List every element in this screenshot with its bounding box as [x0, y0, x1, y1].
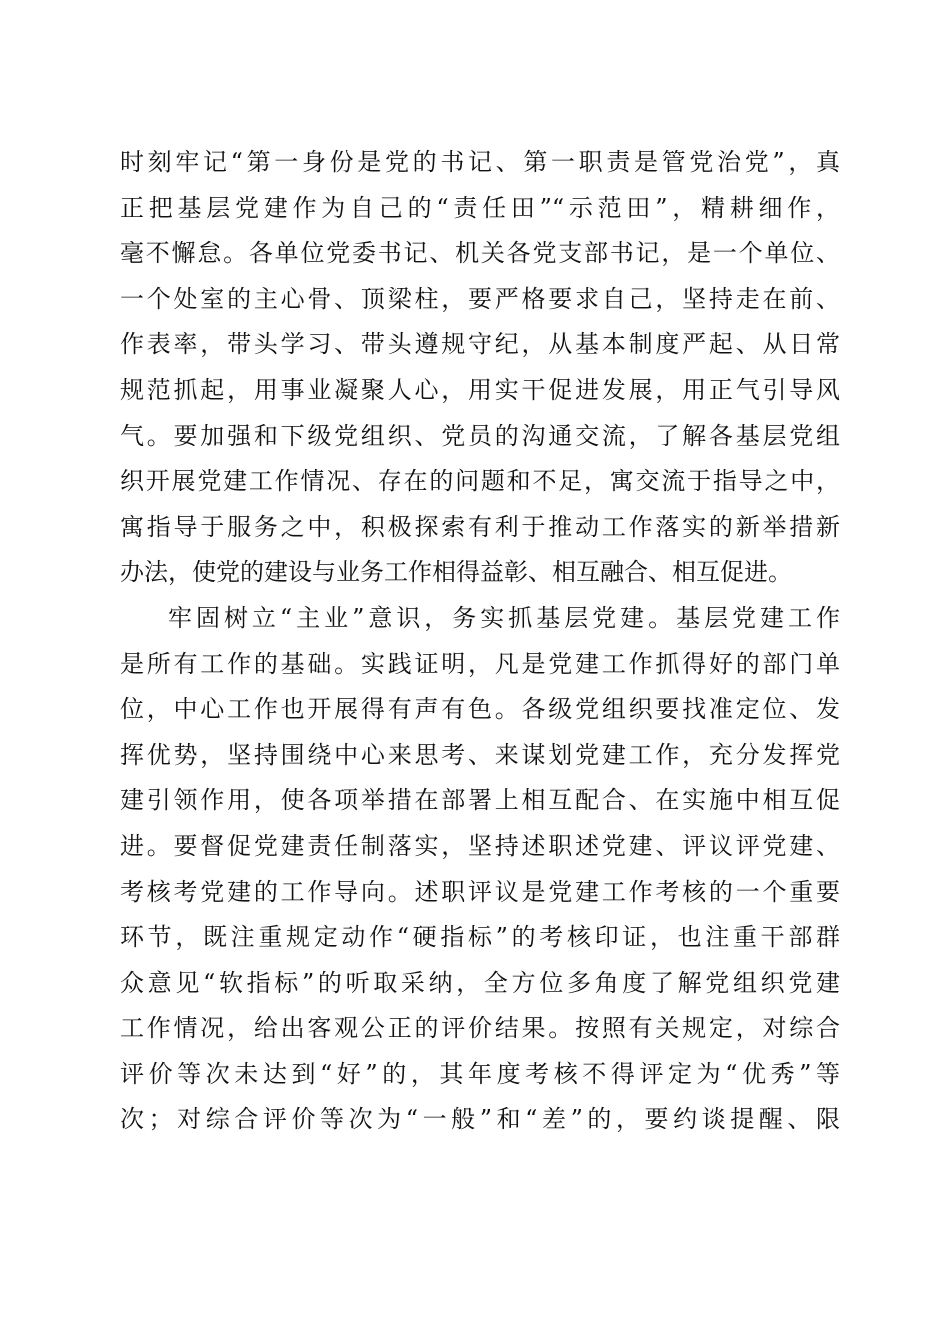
text-line: 毫不懈怠。各单位党委书记、机关各党支部书记，是一个单位、: [120, 239, 840, 268]
paragraph-1: [120, 140, 840, 596]
text-line: 气。要加强和下级党组织、党员的沟通交流，了解各基层党组: [120, 421, 840, 450]
text-line: 挥优势，坚持围绕中心来思考、来谋划党建工作，充分发挥党: [120, 740, 840, 769]
text-line: 牢固树立“主业”意识，务实抓基层党建。基层党建工作: [168, 603, 840, 632]
text-line: 是所有工作的基础。实践证明，凡是党建工作抓得好的部门单: [120, 649, 840, 678]
text-line: 寓指导于服务之中，积极探索有利于推动工作落实的新举措新: [120, 512, 840, 541]
text-line: 时刻牢记“第一身份是党的书记、第一职责是管党治党”，真: [120, 148, 840, 176]
text-line: 正把基层党建作为自己的“责任田”“示范田”，精耕细作，: [120, 193, 840, 222]
text-line: 规范抓起，用事业凝聚人心，用实干促进发展，用正气引导风: [120, 375, 840, 404]
text-line: 作表率，带头学习、带头遵规守纪，从基本制度严起、从日常: [120, 330, 840, 359]
text-line: 一个处室的主心骨、顶梁柱，要严格要求自己，坚持走在前、: [120, 284, 840, 313]
text-line: 众意见“软指标”的听取采纳，全方位多角度了解党组织党建: [120, 968, 840, 997]
paragraph-2: [120, 596, 840, 1143]
text-line: 工作情况，给出客观公正的评价结果。按照有关规定，对综合: [120, 1014, 840, 1043]
document-body: [120, 140, 840, 1143]
text-line: 进。要督促党建责任制落实，坚持述职述党建、评议评党建、: [120, 831, 840, 860]
text-line: 织开展党建工作情况、存在的问题和不足，寓交流于指导之中，: [120, 467, 840, 496]
text-line: 考核考党建的工作导向。述职评议是党建工作考核的一个重要: [120, 877, 840, 906]
text-line: 建引领作用，使各项举措在部署上相互配合、在实施中相互促: [120, 786, 840, 815]
text-line: 位，中心工作也开展得有声有色。各级党组织要找准定位、发: [120, 695, 840, 724]
text-line: 办法，使党的建设与业务工作相得益彰、相互融合、相互促进。: [120, 558, 792, 587]
text-line: 次；对综合评价等次为“一般”和“差”的，要约谈提醒、限: [120, 1105, 840, 1134]
text-line: 评价等次未达到“好”的，其年度考核不得评定为“优秀”等: [120, 1059, 840, 1088]
text-line: 环节，既注重规定动作“硬指标”的考核印证，也注重干部群: [120, 923, 840, 952]
